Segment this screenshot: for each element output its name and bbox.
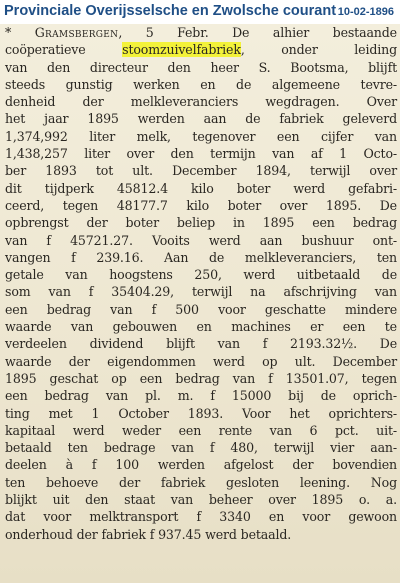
dateline-rest: , 5 Febr. De alhier bestaande: [118, 25, 397, 40]
dateline-prefix: *: [5, 25, 35, 40]
article-line: 1895 geschat op een bedrag van f 13501.07, tegen: [5, 370, 397, 386]
article-line: onderhoud der fabriek f 937.45 werd betaald.: [5, 526, 292, 542]
article-line: 1,374,992 liter melk, tegenover een cijfer van: [5, 128, 397, 144]
line-text: , onder leiding: [240, 42, 397, 58]
article-line: ceerd, tegen 48177.7 kilo boter over 1895. De: [5, 197, 397, 213]
article-line: dat voor melktransport f 3340 en voor gewoon: [5, 509, 397, 525]
highlighted-search-term: stoomzuivelfabriek: [122, 42, 241, 58]
article-line: ten behoeve der fabriek gesloten leening. Nog: [5, 474, 397, 490]
article-line: van f 45721.27. Vooits werd aan bushuur ont-: [5, 232, 397, 248]
article-line: het jaar 1895 werden aan de fabriek geleverd: [5, 111, 397, 127]
article-line: verdeelen dividend blijft van f 2193.32½. De: [5, 336, 397, 352]
article-line: betaald ten bedrage van f 480, terwijl vier aan-: [5, 440, 397, 456]
newspaper-title: Provinciale Overijsselsche en Zwolsche courant: [4, 3, 337, 19]
article-line: van den directeur den heer S. Bootsma, blijft: [5, 59, 397, 75]
article-line: waarde der eigendommen werd op ult. December: [5, 353, 397, 369]
article-line: ber 1893 tot ult. December 1894, terwijl over: [5, 163, 397, 179]
article-line: een bedrag van pl. m. f 15000 bij de oprich-: [5, 388, 397, 404]
line-text: coöperatieve: [5, 42, 123, 58]
article-line: [5, 24, 397, 41]
article-line: dit tijdperk 45812.4 kilo boter werd gefabri-: [5, 180, 397, 196]
article-line: steeds gunstig werken en de algemeene tevre-: [5, 76, 397, 92]
article-clipping: [0, 24, 400, 583]
article-line: ting met 1 October 1893. Voor het oprichters-: [5, 405, 397, 421]
article-line: blijkt uit den staat van beheer over 1895 o. a.: [5, 492, 397, 508]
dateline-place: Gramsbergen: [34, 25, 119, 40]
article-line: waarde van gebouwen en machines er een te: [5, 319, 397, 335]
article-body: [5, 24, 397, 543]
article-line: denheid der melkleveranciers wegdragen. Over: [5, 94, 397, 110]
article-line: [5, 41, 397, 58]
article-line: getale van hoogstens 250, werd uitbetaald de: [5, 267, 397, 283]
article-line: deelen à f 100 werden afgelost der bovendien: [5, 457, 397, 473]
newspaper-header: [0, 0, 400, 24]
article-line: een bedrag van f 500 voor geschatte mindere: [5, 301, 397, 317]
article-line: 1,438,257 liter over den termijn van af 1 Octo-: [5, 146, 397, 162]
article-line: som van f 35404.29, terwijl na afschrijving van: [5, 284, 397, 300]
article-line: opbrengst der boter beliep in 1895 een bedrag: [5, 215, 397, 231]
article-line: kapitaal werd weder een rente van 6 pct. uit-: [5, 422, 397, 438]
article-line: vangen f 239.16. Aan de melkleveranciers, ten: [5, 249, 397, 265]
publication-date: 10-02-1896: [337, 6, 394, 18]
